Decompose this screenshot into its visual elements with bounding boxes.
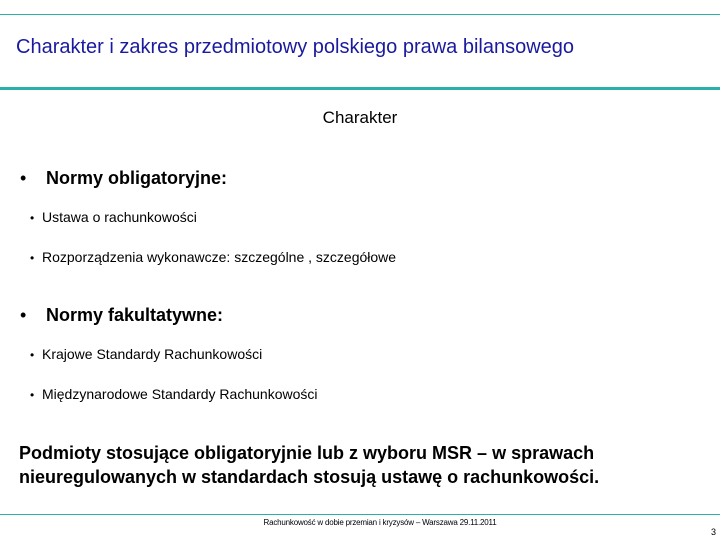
bullet-icon: • (30, 348, 35, 362)
bullet-icon: • (20, 305, 27, 325)
list-item (30, 209, 197, 225)
top-divider (0, 14, 720, 15)
footer-divider (0, 514, 720, 515)
list-item (30, 249, 396, 265)
list-item-obligatory (20, 168, 227, 189)
footer-text: Rachunkowość w dobie przemian i kryzysów – Warszawa 29.11.2011 (263, 518, 497, 527)
slide-title: Charakter i zakres przedmiotowy polskiego prawa bilansowego (16, 36, 575, 58)
group-heading: Normy obligatoryjne: (46, 168, 228, 188)
section-heading: Charakter (322, 108, 398, 127)
list-item-label: Krajowe Standardy Rachunkowości (42, 346, 263, 362)
list-item (30, 346, 262, 362)
list-item (30, 386, 317, 402)
list-item-optional (20, 305, 223, 326)
list-item-label: Międzynarodowe Standardy Rachunkowości (42, 386, 318, 402)
summary-note: Podmioty stosujące obligatoryjnie lub z wyboru MSR – w sprawach nieuregulowanych w standardach stosują ustawę o rachunkowości. (19, 443, 600, 487)
group-heading: Normy fakultatywne: (46, 305, 224, 325)
bullet-icon: • (20, 168, 27, 188)
bullet-icon: • (30, 388, 35, 402)
page-number: 3 (710, 527, 716, 537)
list-item-label: Ustawa o rachunkowości (42, 209, 197, 225)
bullet-icon: • (30, 251, 35, 265)
list-item-label: Rozporządzenia wykonawcze: szczególne , szczegółowe (42, 249, 397, 265)
title-divider (0, 87, 720, 90)
bullet-icon: • (30, 211, 35, 225)
